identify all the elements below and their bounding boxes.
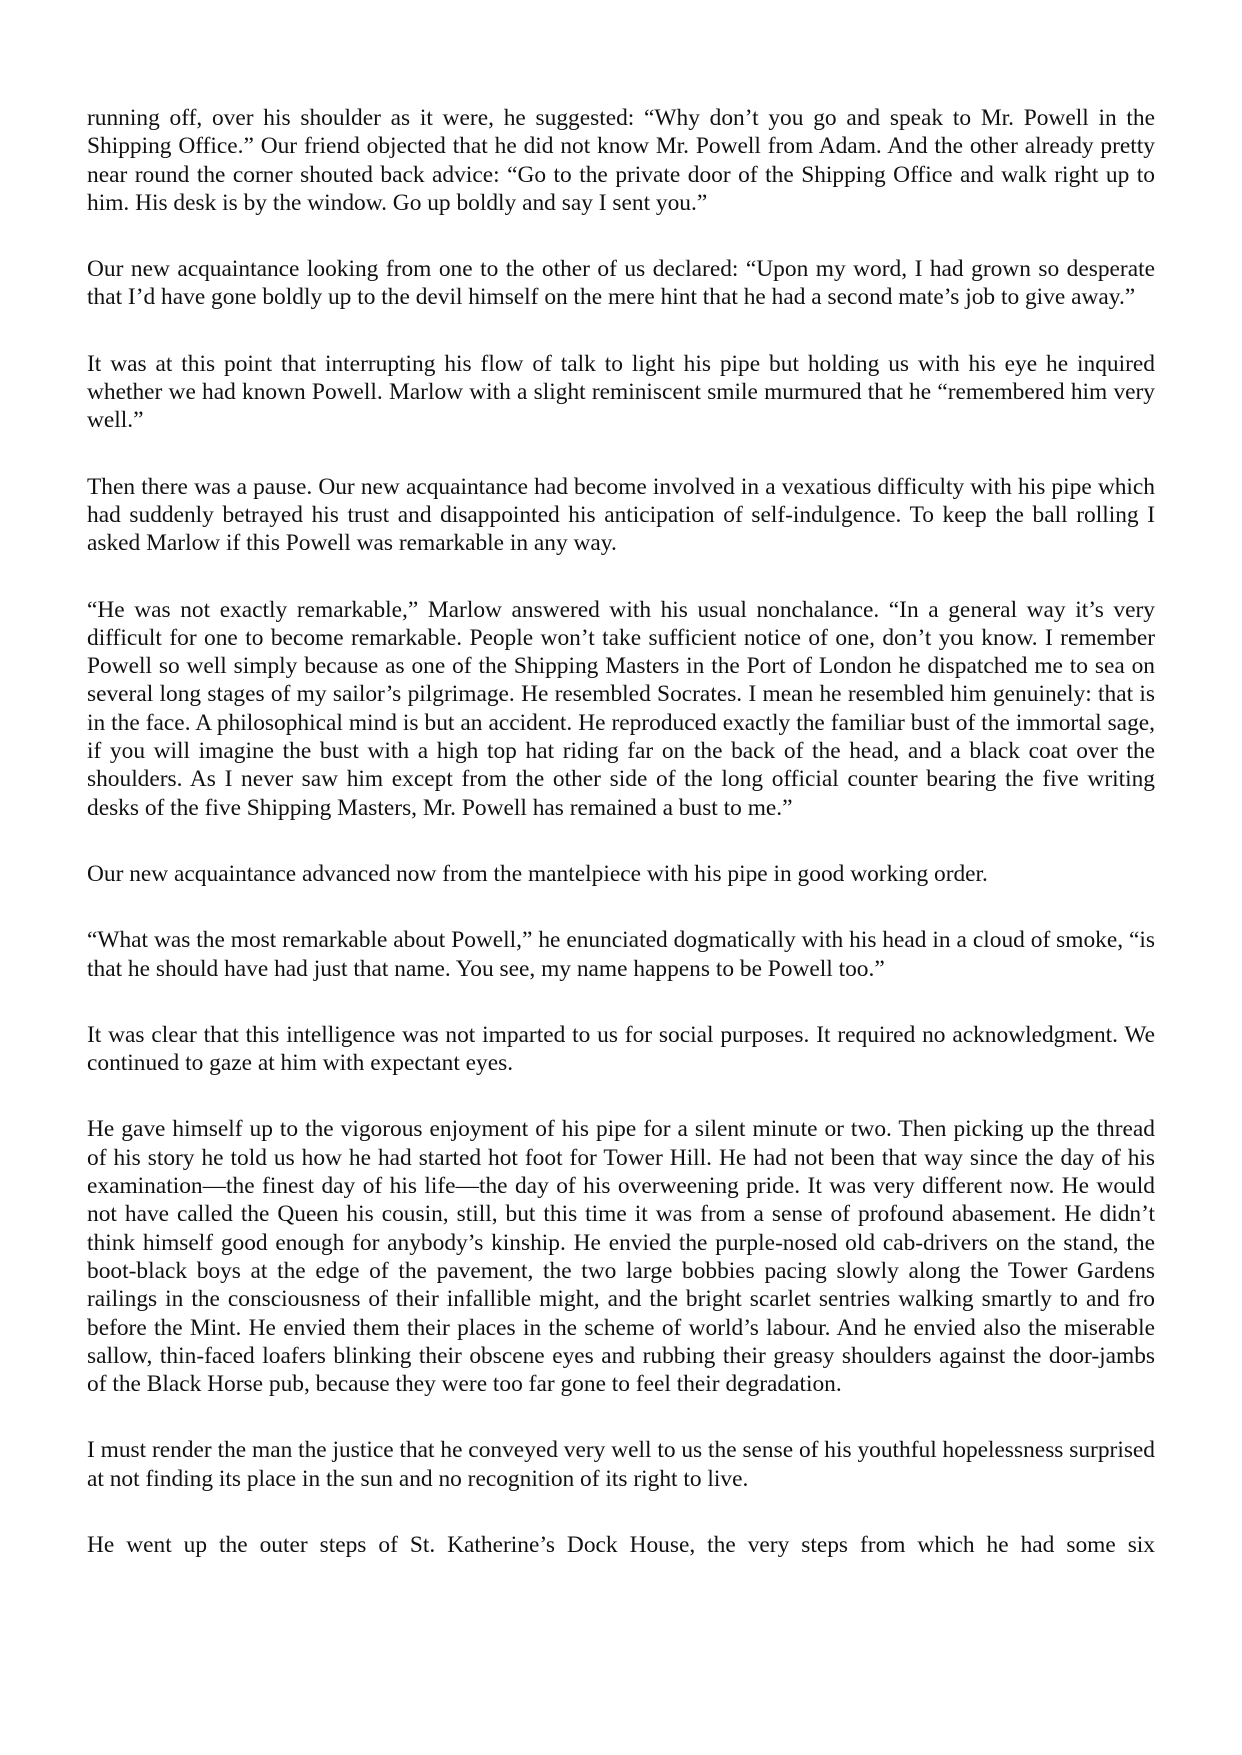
- paragraph-10: I must render the man the justice that he conveyed very well to us the sense of his youthful hopelessness surprised at not finding its place in the sun and no recognition of its right to live.: [87, 1437, 1155, 1492]
- paragraph-5: “He was not exactly remarkable,” Marlow answered with his usual nonchalance. “In a general way it’s very difficult for one to become remarkable. People won’t take sufficient notice of one, don’t you know. I remember Powell so well simply because as one of the Shipping Masters in the Port of London he dispatched me to sea on several long stages of my sailor’s pilgrimage. He resembled Socrates. I mean he resembled him genuinely: that is in the face. A philosophical mind is but an accident. He reproduced exactly the familiar bust of the immortal sage, if you will imagine the bust with a high top hat riding far on the back of the head, and a black coat over the shoulders. As I never saw him except from the other side of the long official counter bearing the five writing desks of the five Shipping Masters, Mr. Powell has remained a bust to me.”: [87, 596, 1155, 821]
- paragraph-11: He went up the outer steps of St. Katherine’s Dock House, the very steps from which he had some six: [87, 1531, 1155, 1558]
- paragraph-2: Our new acquaintance looking from one to the other of us declared: “Upon my word, I had grown so desperate that I’d have gone boldly up to the devil himself on the mere hint that he had a second mate’s job to give away.”: [87, 256, 1155, 311]
- paragraph-7: “What was the most remarkable about Powell,” he enunciated dogmatically with his head in a cloud of smoke, “is that he should have had just that name. You see, my name happens to be Powell too.”: [87, 927, 1155, 982]
- paragraph-4: Then there was a pause. Our new acquaintance had become involved in a vexatious difficulty with his pipe which had suddenly betrayed his trust and disappointed his anticipation of self-indulgence. To keep the ball rolling I asked Marlow if this Powell was remarkable in any way.: [87, 473, 1155, 557]
- paragraph-8: It was clear that this intelligence was not imparted to us for social purposes. It required no acknowledgment. We continued to gaze at him with expectant eyes.: [87, 1021, 1155, 1077]
- paragraph-1: running off, over his shoulder as it were, he suggested: “Why don’t you go and speak to Mr. Powell in the Shipping Office.” Our friend objected that he did not know Mr. Powell from Adam. And the other already pretty near round the corner shouted back advice: “Go to the private door of the Shipping Office and walk right up to him. His desk is by the window. Go up boldly and say I sent you.”: [87, 105, 1155, 216]
- paragraph-3: It was at this point that interrupting his flow of talk to light his pipe but holding us with his eye he inquired whether we had known Powell. Marlow with a slight reminiscent smile murmured that he “remembered him very well.”: [87, 350, 1155, 434]
- paragraph-9: He gave himself up to the vigorous enjoyment of his pipe for a silent minute or two. Then picking up the thread of his story he told us how he had started hot foot for Tower Hill. He had not been that way since the day of his examination—the finest day of his life—the day of his overweening pride. It was very different now. He would not have called the Queen his cousin, still, but this time it was from a sense of profound abasement. He didn’t think himself good enough for anybody’s kinship. He envied the purple-nosed old cab-drivers on the stand, the boot-black boys at the edge of the pavement, the two large bobbies pacing slowly along the Tower Gardens railings in the consciousness of their infallible might, and the bright scarlet sentries walking smartly to and fro before the Mint. He envied them their places in the scheme of world’s labour. And he envied also the miserable sallow, thin-faced loafers blinking their obscene eyes and rubbing their greasy shoulders against the door-jambs of the Black Horse pub, because they were too far gone to feel their degradation.: [87, 1116, 1155, 1398]
- document-page: [87, 104, 1155, 1597]
- paragraph-6: Our new acquaintance advanced now from the mantelpiece with his pipe in good working order.: [87, 860, 988, 887]
